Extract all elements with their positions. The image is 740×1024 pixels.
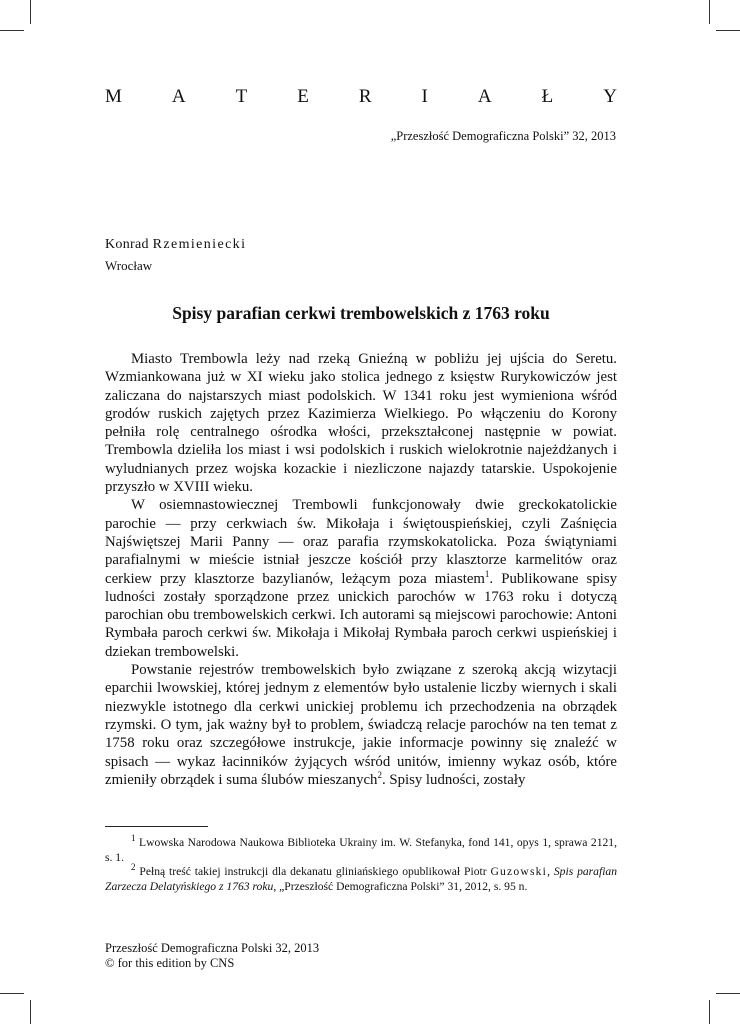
footnote-divider [105,826,208,827]
copyright-journal: Przeszłość Demograficzna Polski 32, 2013 [105,941,320,955]
section-letter: E [297,86,309,107]
copyright-block [105,941,319,971]
section-letter: R [358,86,372,107]
paragraph: Powstanie rejestrów trembowelskich było związane z szeroką akcją wizytacji eparchii lwowskiej, której jednym z elementów było ustalenie liczby wiernych i skali niezwykle istotnego dla cerkwi unickiej problemu ich przechodzenia na obrządek rzymski. O tym, jak ważny był to problem, świadczą relacje parochów na ten temat z 1758 roku oraz szczegółowe instrukcje, jakie informacje powinny się znaleźć w spisach — wykaz łacinników żyjących wśród unitów, imienny wykaz osób, które zmieniły obrządek i suma ślubów mieszanych$^2$. Spisy ludności, zostały [105,662,617,788]
footnotes [105,833,618,894]
footnote-number: 1 [131,833,136,844]
crop-mark-bottom-left-h [0,993,24,994]
author-last-name: Rzemieniecki [152,237,247,252]
copyright-notice: © for this edition by CNS [105,956,235,970]
cited-title: Spis parafian Zarzecza Delatyńskiego z 1763 roku [105,865,618,893]
footnote-number: 2 [131,862,136,873]
section-letter: I [421,86,428,107]
paragraph: Miasto Trembowla leży nad rzeką Gnieźną w pobliżu jej ujścia do Seretu. Wzmiankowana już w XI wieku jako stolica jednego z księstw Rurykowiczów jest zaliczana do najstarszych miast podolskich. W 1341 roku jest wymieniona wśród grodów ruskich zajętych przez Kazimierza Wielkiego. Po włączeniu do Korony pełniła rolę centralnego ośrodka włości, przekształconej następnie w powiat. Trembowla dzieliła los miast i wsi podolskich i ruskich wielokrotnie najeżdżanych i wyludnianych przez wojska kozackie i niezliczone najazdy tatarskie. Uspokojenie przyszło w XVIII wieku. [105,351,617,496]
crop-mark-bottom-right [709,1000,710,1024]
section-heading [105,86,617,108]
article-title: Spisy parafian cerkwi trembowelskich z 1763 roku [172,303,550,323]
author-first-name: Konrad [105,237,149,252]
footnote: $^1$ Lwowska Narodowa Naukowa Biblioteka Ukrainy im. W. Stefanyka, fond 141, opys 1, sprawa 2121, s. 1. [105,833,617,864]
article-body [105,350,617,789]
crop-mark-top-right-h [716,30,740,31]
section-letter: Y [603,86,617,107]
footnote: $^2$ Pełną treść takiej instrukcji dla dekanatu gliniańskiego opublikował Piotr Guzowski, Spis parafian Zarzecza Delatyńskiego z 1763 roku, „Przeszłość Demograficzna Polski” 31, 2012, s. 95 n. [105,862,618,893]
crop-mark-top-left-h [0,30,24,31]
cited-author: Guzowski [490,865,548,879]
crop-mark-top-right [709,0,710,24]
crop-mark-top-left [30,0,31,24]
section-letter: M [105,86,122,107]
footnote-ref[interactable]: 2 [377,769,382,780]
paragraph: W osiemnastowiecznej Trembowli funkcjonowały dwie greckokatolickie parochie — przy cerkwiach św. Mikołaja i świętouspieńskiej, czyli Zaśnięcia Najświętszej Marii Panny — oraz parafia rzymskokatolicka. Poza świątyniami parafialnymi w mieście istniał jeszcze kościół przy klasztorze karmelitów oraz cerkiew przy klasztorze bazylianów, leżącym poza miastem$^1$. Publikowane spisy ludności zostały sporządzone przez unickich parochów w 1763 roku i dotyczą parochian obu trembowelskich cerkwi. Ich autorami są miejscowi parochowie: Antoni Rymbała paroch cerkwi św. Mikołaja i Mikołaj Rymbała paroch cerkwi uspieńskiej i dziekan trembowelski. [105,497,617,660]
author-affiliation: Wrocław [105,258,153,273]
author-name [105,237,246,253]
crop-mark-bottom-left [30,1000,31,1024]
footnote-ref[interactable]: 1 [484,568,490,579]
section-letter: Ł [541,86,554,107]
section-letter: A [477,86,492,107]
section-letter: T [235,86,248,107]
crop-mark-bottom-right-h [716,993,740,994]
journal-reference: „Przeszłość Demograficzna Polski” 32, 2013 [390,129,616,143]
section-letter: A [171,86,186,107]
